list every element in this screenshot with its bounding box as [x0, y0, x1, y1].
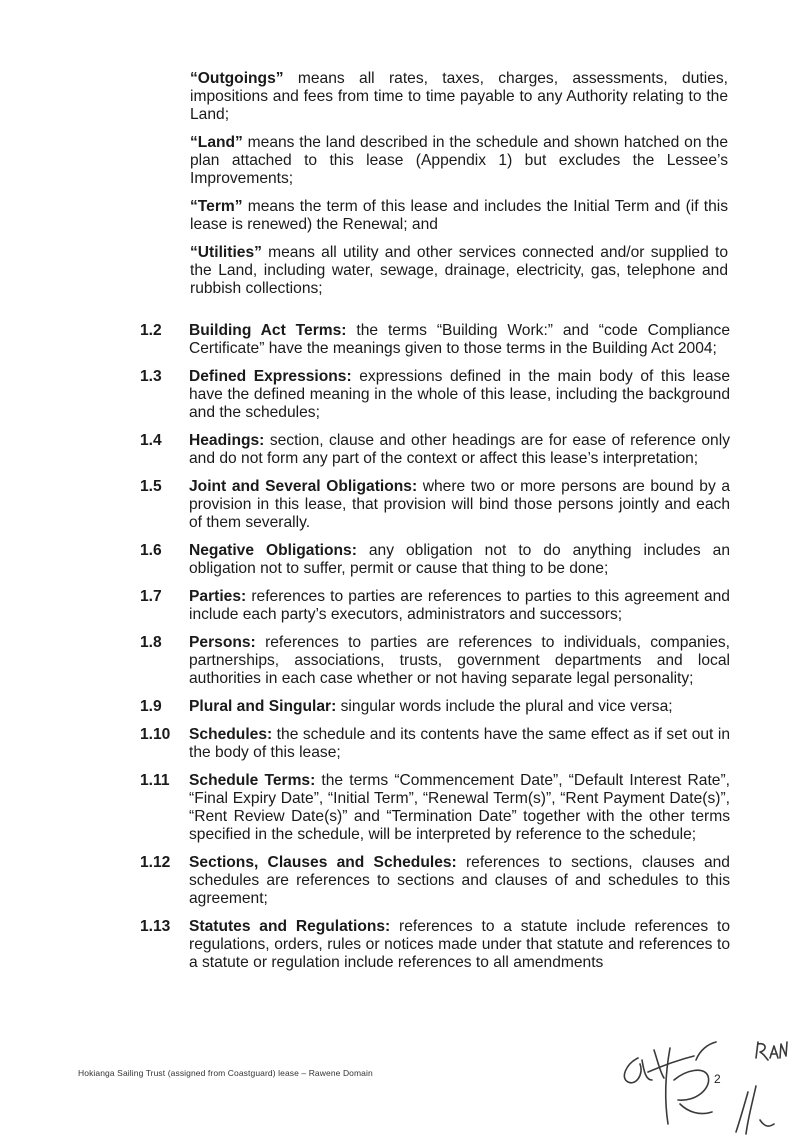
definition-term: “Utilities” — [190, 244, 262, 261]
clause-text: references to a statute include references to regulations, orders, rules or notices made under that statute and references to a statute or regulation include references to all amendments — [189, 918, 730, 971]
clause-number: 1.9 — [140, 698, 162, 715]
clauses-list — [140, 322, 730, 982]
clause-heading: Headings: — [189, 432, 265, 449]
clause-text: singular words include the plural and vice versa; — [336, 698, 673, 715]
clause-1-4 — [140, 432, 730, 468]
clause-text: the schedule and its contents have the same effect as if set out in the body of this lease; — [189, 726, 730, 761]
clause-heading: Sections, Clauses and Schedules: — [189, 854, 457, 871]
definition-term: “Outgoings” — [190, 70, 284, 87]
definition-text: means all utility and other services connected and/or supplied to the Land, including water, sewage, drainage, electricity, gas, telephone and rubbish collections; — [190, 244, 728, 297]
clause-1-11 — [140, 772, 730, 844]
clause-1-3 — [140, 368, 730, 422]
clause-text: the terms “Commencement Date”, “Default Interest Rate”, “Final Expiry Date”, “Initial Term”, “Renewal Term(s)”, “Rent Payment Date(s)”, “Rent Review Date(s)” and “Termination Date” together with the other terms specified in the schedule, will be interpreted by reference to the schedule; — [189, 772, 730, 843]
clause-text: references to parties are references to individuals, companies, partnerships, associations, trusts, government departments and local authorities in each case whether or not having separate legal personality; — [189, 634, 730, 687]
clause-number: 1.2 — [140, 322, 162, 339]
clause-text: expressions defined in the main body of this lease have the defined meaning in the whole of this lease, including the background and the schedules; — [189, 368, 730, 421]
clause-number: 1.5 — [140, 478, 162, 495]
definition-utilities — [190, 244, 728, 298]
definition-text: means the land described in the schedule and shown hatched on the plan attached to this lease (Appendix 1) but excludes the Lessee’s Improvements; — [190, 134, 728, 187]
clause-number: 1.6 — [140, 542, 162, 559]
clause-text: any obligation not to do anything includes an obligation not to suffer, permit or cause that thing to be done; — [189, 542, 730, 577]
clause-number: 1.10 — [140, 726, 171, 743]
definition-term: “Term” — [190, 198, 243, 215]
clause-heading: Persons: — [189, 634, 256, 651]
clause-number: 1.4 — [140, 432, 162, 449]
clause-text: the terms “Building Work:” and “code Compliance Certificate” have the meanings given to those terms in the Building Act 2004; — [189, 322, 730, 357]
clause-heading: Defined Expressions: — [189, 368, 352, 385]
clause-1-8 — [140, 634, 730, 688]
clause-number: 1.12 — [140, 854, 171, 871]
definitions-list — [190, 70, 728, 308]
definition-term-item — [190, 198, 728, 234]
clause-1-12 — [140, 854, 730, 908]
clause-1-9 — [140, 698, 730, 716]
clause-heading: Building Act Terms: — [189, 322, 347, 339]
handwritten-signature — [608, 1020, 788, 1142]
definition-text: means the term of this lease and includes the Initial Term and (if this lease is renewed) the Renewal; and — [190, 198, 728, 233]
clause-1-7 — [140, 588, 730, 624]
clause-heading: Statutes and Regulations: — [189, 918, 391, 935]
definition-text: means all rates, taxes, charges, assessments, duties, impositions and fees from time to time payable to any Authority relating to the Land; — [190, 70, 728, 123]
clause-1-5 — [140, 478, 730, 532]
clause-heading: Schedule Terms: — [189, 772, 316, 789]
clause-text: references to sections, clauses and schedules are references to sections and clauses of and schedules to this agreement; — [189, 854, 730, 907]
clause-number: 1.13 — [140, 918, 171, 935]
clause-1-2 — [140, 322, 730, 358]
clause-number: 1.3 — [140, 368, 162, 385]
definition-land — [190, 134, 728, 188]
clause-1-10 — [140, 726, 730, 762]
clause-heading: Negative Obligations: — [189, 542, 357, 559]
clause-number: 1.8 — [140, 634, 162, 651]
clause-number: 1.7 — [140, 588, 162, 605]
clause-heading: Parties: — [189, 588, 247, 605]
definition-outgoings — [190, 70, 728, 124]
clause-text: references to parties are references to parties to this agreement and include each party’s executors, administrators and successors; — [189, 588, 730, 623]
clause-text: where two or more persons are bound by a provision in this lease, that provision will bind those persons jointly and each of them severally. — [189, 478, 730, 531]
clause-number: 1.11 — [140, 772, 170, 789]
clause-1-13 — [140, 918, 730, 972]
page-number: 2 — [714, 1072, 721, 1086]
clause-text: section, clause and other headings are for ease of reference only and do not form any part of the context or affect this lease’s interpretation; — [189, 432, 730, 467]
clause-heading: Plural and Singular: — [189, 698, 337, 715]
clause-heading: Schedules: — [189, 726, 273, 743]
page-footer: Hokianga Sailing Trust (assigned from Coastguard) lease – Rawene Domain — [78, 1068, 373, 1078]
clause-heading: Joint and Several Obligations: — [189, 478, 418, 495]
definition-term: “Land” — [190, 134, 243, 151]
clause-1-6 — [140, 542, 730, 578]
